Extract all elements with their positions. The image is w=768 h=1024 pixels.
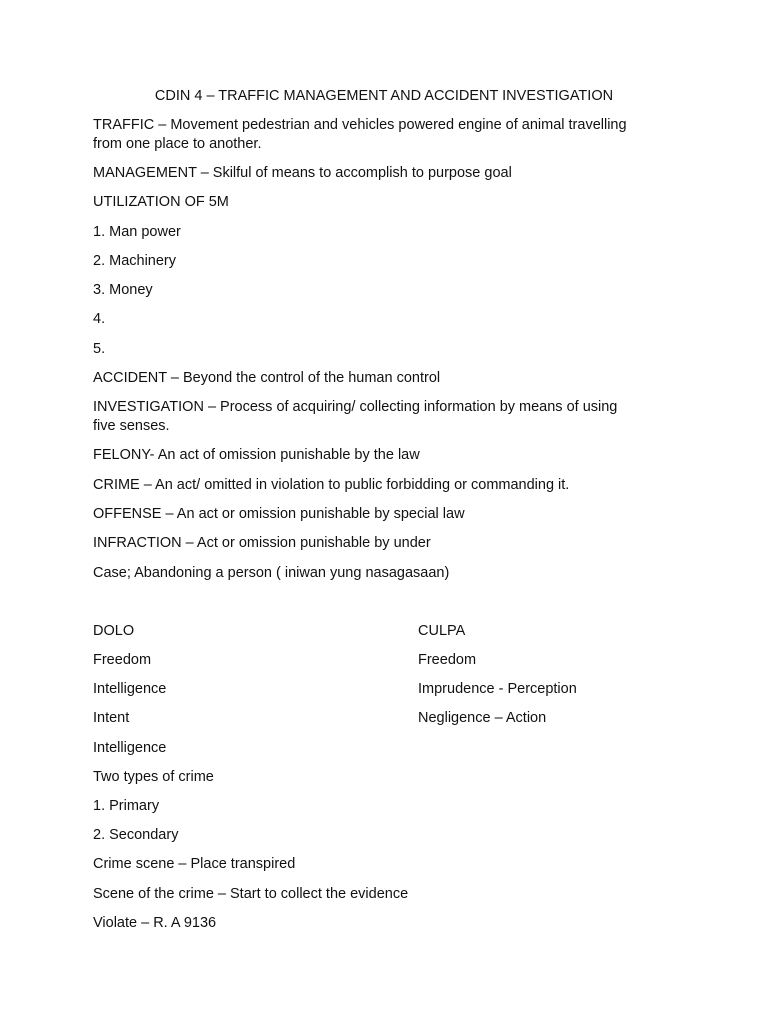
management-definition: MANAGEMENT – Skilful of means to accomplish to purpose goal xyxy=(93,165,512,181)
dolo-item: Intelligence xyxy=(93,740,167,756)
dolo-item: Intelligence xyxy=(93,681,167,697)
dolo-item: Freedom xyxy=(93,652,152,668)
crime-definition: CRIME – An act/ omitted in violation to public forbidding or commanding it. xyxy=(93,477,570,493)
culpa-item: Negligence – Action xyxy=(418,710,547,726)
culpa-item: Imprudence - Perception xyxy=(418,681,577,697)
dolo-heading: DOLO xyxy=(93,623,135,639)
traffic-definition-line-1: TRAFFIC – Movement pedestrian and vehicles powered engine of animal travelling xyxy=(93,117,627,133)
accident-definition: ACCIDENT – Beyond the control of the human control xyxy=(93,370,441,386)
investigation-definition-line-1: INVESTIGATION – Process of acquiring/ collecting information by means of using xyxy=(93,399,618,415)
five-m-item: 4. xyxy=(93,311,106,327)
five-m-item: 2. Machinery xyxy=(93,253,177,269)
infraction-definition: INFRACTION – Act or omission punishable by under xyxy=(93,535,431,551)
violate-note: Violate – R. A 9136 xyxy=(93,915,217,931)
culpa-heading: CULPA xyxy=(418,623,466,639)
crime-types-heading: Two types of crime xyxy=(93,769,214,785)
utilization-heading: UTILIZATION OF 5M xyxy=(93,194,229,210)
crime-type-item: 1. Primary xyxy=(93,798,160,814)
culpa-item: Freedom xyxy=(418,652,477,668)
scene-of-crime-definition: Scene of the crime – Start to collect the evidence xyxy=(93,886,409,902)
felony-definition: FELONY- An act of omission punishable by the law xyxy=(93,447,420,463)
traffic-definition-line-2: from one place to another. xyxy=(93,136,262,152)
five-m-item: 3. Money xyxy=(93,282,153,298)
five-m-item: 5. xyxy=(93,341,106,357)
offense-definition: OFFENSE – An act or omission punishable by special law xyxy=(93,506,465,522)
case-note: Case; Abandoning a person ( iniwan yung nasagasaan) xyxy=(93,565,450,581)
dolo-item: Intent xyxy=(93,710,130,726)
crime-type-item: 2. Secondary xyxy=(93,827,179,843)
document-title: CDIN 4 – TRAFFIC MANAGEMENT AND ACCIDENT INVESTIGATION xyxy=(154,88,614,104)
five-m-item: 1. Man power xyxy=(93,224,181,240)
crime-scene-definition: Crime scene – Place transpired xyxy=(93,856,296,872)
investigation-definition-line-2: five senses. xyxy=(93,418,170,434)
